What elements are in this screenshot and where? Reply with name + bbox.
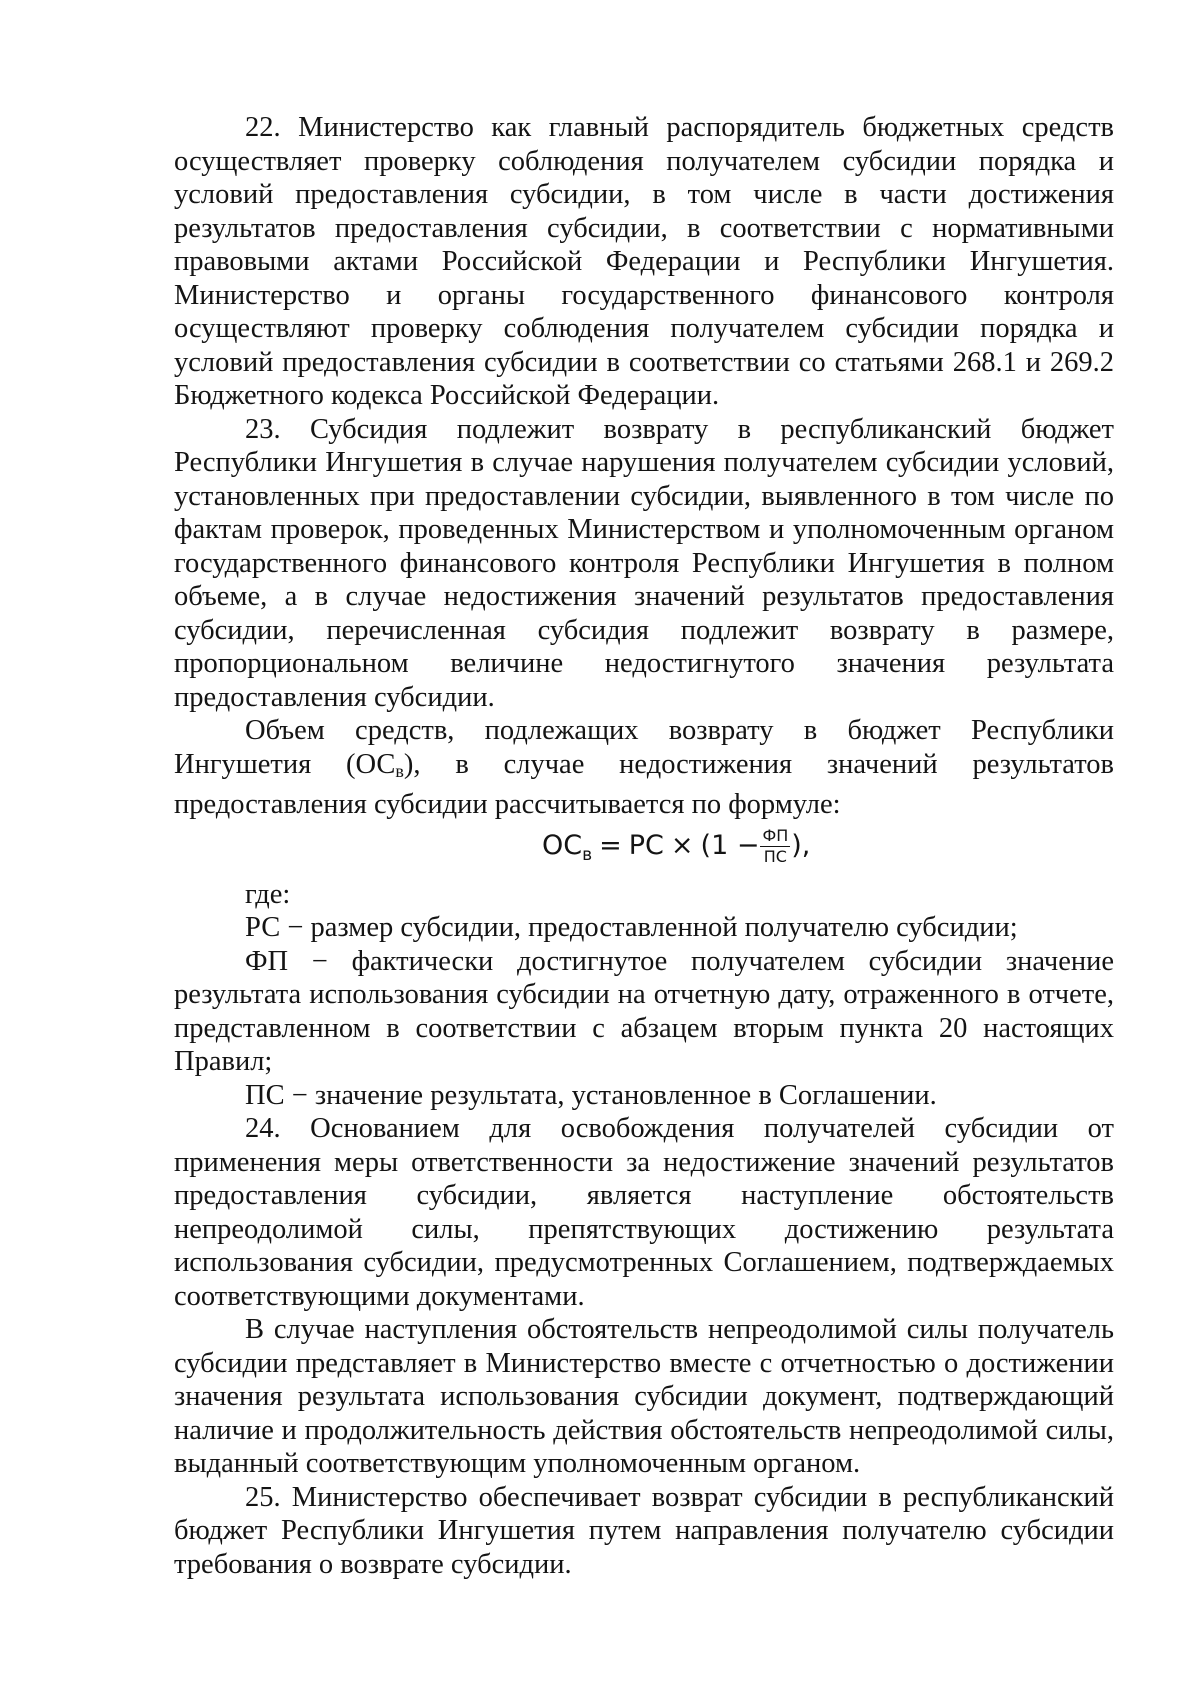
formula-lhs-subscript: в [582, 844, 593, 865]
definition-ps: ПС − значение результата, установленное в Соглашении. [245, 1079, 937, 1111]
paragraph-24: 24. Основанием для освобождения получателей субсидии от применения меры ответственности за недостижение значений результатов предоставления субсидии, является наступление обстоятельств непреодолимой силы, препятствующих достижению результата использования субсидии, предусмотренных Соглашением, подтверждаемых соответствующими документами. [174, 1113, 1114, 1312]
paragraph-return-volume [174, 714, 1114, 822]
formula-fraction [760, 826, 790, 867]
document-body [174, 111, 1114, 1581]
definition-rs: РС − размер субсидии, предоставленной получателю субсидии; [245, 912, 1018, 943]
paragraph-23: 23. Субсидия подлежит возврату в республиканский бюджет Республики Ингушетия в случае нарушения получателем субсидии условий, установленных при предоставлении субсидии, выявленного в том числе по фактам проверок, проведенных Министерством и уполномоченным органом государственного финансового контроля Республики Ингушетия в полном объеме, а в случае недостижения значений результатов предоставления субсидии, перечисленная субсидия подлежит возврату в размере, пропорциональном величине недостигнутого значения результата предоставления субсидии. [174, 413, 1114, 713]
return-volume-subscript: в [395, 760, 404, 781]
formula-rs: РС [628, 829, 664, 861]
formula-open: (1 − [700, 829, 760, 861]
formula-equals: = [599, 829, 622, 861]
formula-denominator: ПС [763, 846, 787, 866]
return-formula [542, 826, 810, 871]
return-volume-text-end: ), в случае недостижения значений результатов предоставления субсидии рассчитывается по формуле: [174, 748, 1114, 820]
where-label: где: [245, 878, 291, 910]
formula-times: × [670, 829, 694, 861]
definition-fp: ФП − фактически достигнутое получателем субсидии значение результата использования субсидии на отчетную дату, отраженного в отчете, представленном в соответствии с абзацем вторым пункта 20 настоящих Правил; [174, 945, 1114, 1077]
formula-lhs: ОС [542, 829, 583, 861]
formula-numerator: ФП [762, 825, 789, 845]
formula-close: ), [791, 829, 811, 861]
paragraph-22: 22. Министерство как главный распорядитель бюджетных средств осуществляет проверку соблюдения получателем субсидии порядка и условий предоставления субсидии, в том числе в части достижения результатов предоставления субсидии, в соответствии с нормативными правовыми актами Российской Федерации и Республики Ингушетия. Министерство и органы государственного финансового контроля осуществляют проверку соблюдения получателем субсидии порядка и условий предоставления субсидии в соответствии со статьями 268.1 и 269.2 Бюджетного кодекса Российской Федерации. [174, 112, 1114, 411]
paragraph-force-majeure: В случае наступления обстоятельств непреодолимой силы получатель субсидии представляет в Министерство вместе с отчетностью о достижении значения результата использования субсидии документ, подтверждающий наличие и продолжительность действия обстоятельств непреодолимой силы, выданный соответствующим уполномоченным органом. [174, 1314, 1114, 1479]
formula-line [174, 822, 1114, 878]
paragraph-25: 25. Министерство обеспечивает возврат субсидии в республиканский бюджет Республики Ингушетия путем направления получателю субсидии требования о возврате субсидии. [174, 1481, 1114, 1580]
return-volume-text-start: Объем средств, подлежащих возврату в бюджет Республики Ингушетия (ОС [174, 715, 1114, 780]
